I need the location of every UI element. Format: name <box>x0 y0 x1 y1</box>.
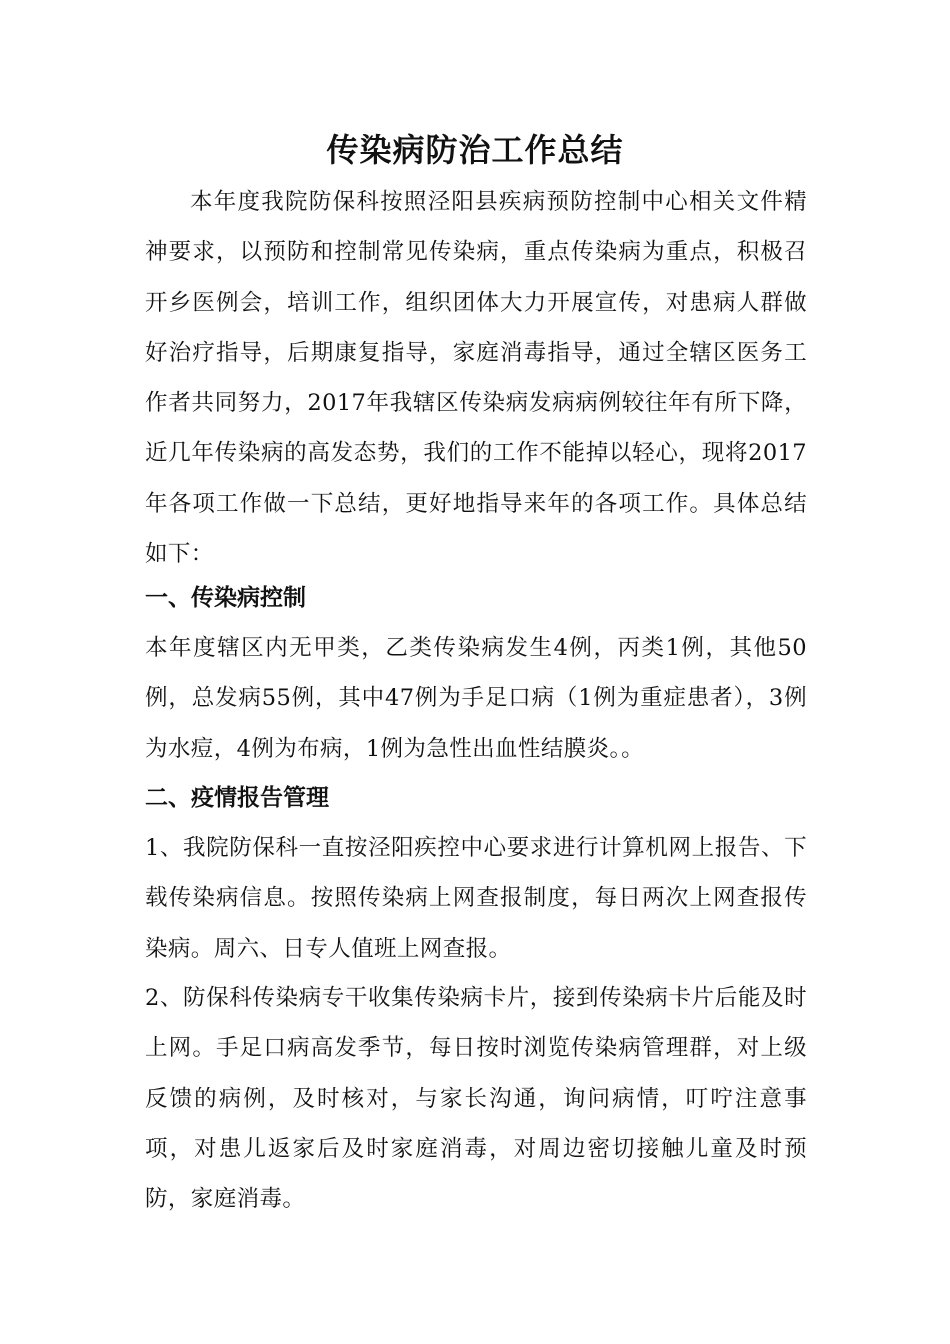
report-management-paragraph-1: 1、我院防保科一直按泾阳疾控中心要求进行计算机网上报告、下载传染病信息。按照传染病上网查报制度，每日两次上网查报传染病。周六、日专人值班上网查报。 <box>145 835 807 962</box>
intro-paragraph: 本年度我院防保科按照泾阳县疾病预防控制中心相关文件精神要求，以预防和控制常见传染病，重点传染病为重点，积极召开乡医例会，培训工作，组织团体大力开展宣传，对患病人群做好治疗指导，后期康复指导，家庭消毒指导，通过全辖区医务工作者共同努力，2017年我辖区传染病发病病例较往年有所下降，近几年传染病的高发态势，我们的工作不能掉以轻心，现将2017年各项工作做一下总结，更好地指导来年的各项工作。具体总结如下： <box>145 189 807 568</box>
section-heading-report-management: 二、疫情报告管理 <box>145 785 329 811</box>
section-heading-infection-control: 一、传染病控制 <box>145 585 306 611</box>
document-title: 传染病防治工作总结 <box>326 131 624 169</box>
report-management-paragraph-2: 2、防保科传染病专干收集传染病卡片，接到传染病卡片后能及时上网。手足口病高发季节，每日按时浏览传染病管理群，对上级反馈的病例，及时核对，与家长沟通，询问病情，叮咛注意事项，对患儿返家后及时家庭消毒，对周边密切接触儿童及时预防，家庭消毒。 <box>145 985 807 1213</box>
infection-control-paragraph: 本年度辖区内无甲类，乙类传染病发生4例，丙类1例，其他50例，总发病55例，其中47例为手足口病（1例为重症患者），3例为水痘，4例为布病，1例为急性出血性结膜炎。。 <box>145 635 807 762</box>
